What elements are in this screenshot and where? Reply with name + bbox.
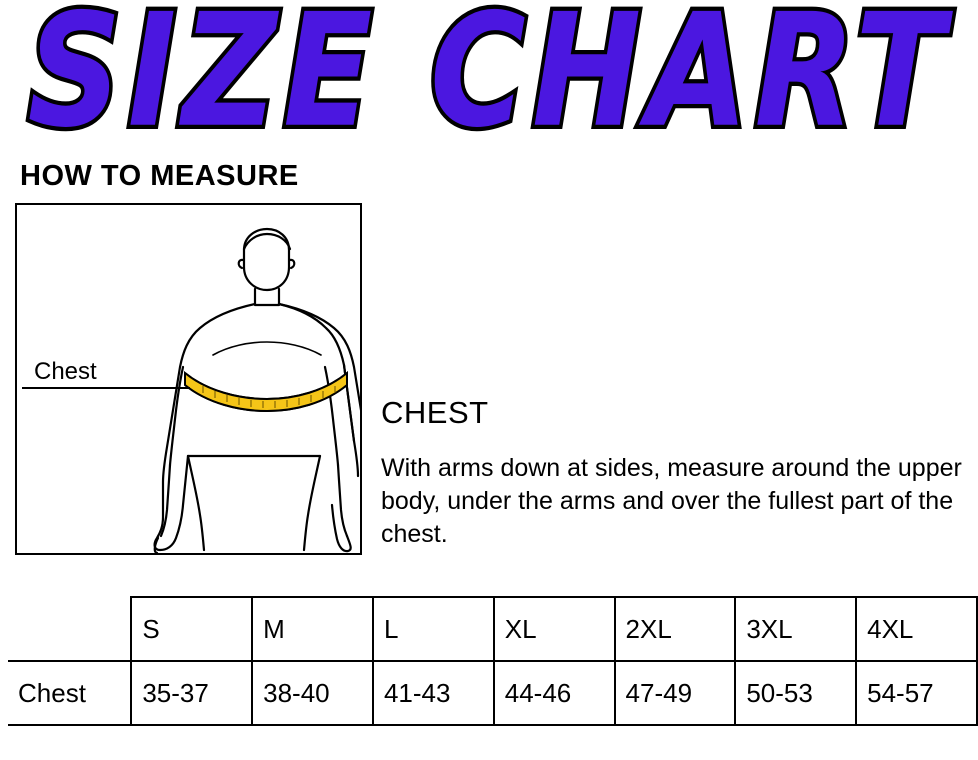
table-header-3xl: 3XL	[735, 597, 856, 661]
size-table	[8, 596, 978, 726]
table-corner-cell	[8, 597, 131, 661]
table-header-4xl: 4XL	[856, 597, 977, 661]
tape-measure-icon	[185, 373, 347, 411]
row-label-chest: Chest	[8, 661, 131, 725]
chest-callout-label: Chest	[34, 358, 97, 385]
cell-chest-xl: 44-46	[494, 661, 615, 725]
cell-chest-l: 41-43	[373, 661, 494, 725]
page-title-banner	[0, 0, 978, 163]
table-header-2xl: 2XL	[615, 597, 736, 661]
cell-chest-m: 38-40	[252, 661, 373, 725]
measurement-instructions: With arms down at sides, measure around the upper body, under the arms and over the fullest part of the chest.	[381, 454, 962, 548]
table-header-s: S	[131, 597, 252, 661]
measurement-name: CHEST	[381, 395, 489, 430]
table-header-row	[8, 597, 977, 661]
table-row	[8, 661, 977, 725]
cell-chest-2xl: 47-49	[615, 661, 736, 725]
how-to-measure-heading: HOW TO MEASURE	[20, 160, 299, 192]
cell-chest-4xl: 54-57	[856, 661, 977, 725]
cell-chest-3xl: 50-53	[735, 661, 856, 725]
table-header-l: L	[373, 597, 494, 661]
page-title: SIZE CHART	[27, 0, 951, 163]
cell-chest-s: 35-37	[131, 661, 252, 725]
table-header-xl: XL	[494, 597, 615, 661]
table-header-m: M	[252, 597, 373, 661]
